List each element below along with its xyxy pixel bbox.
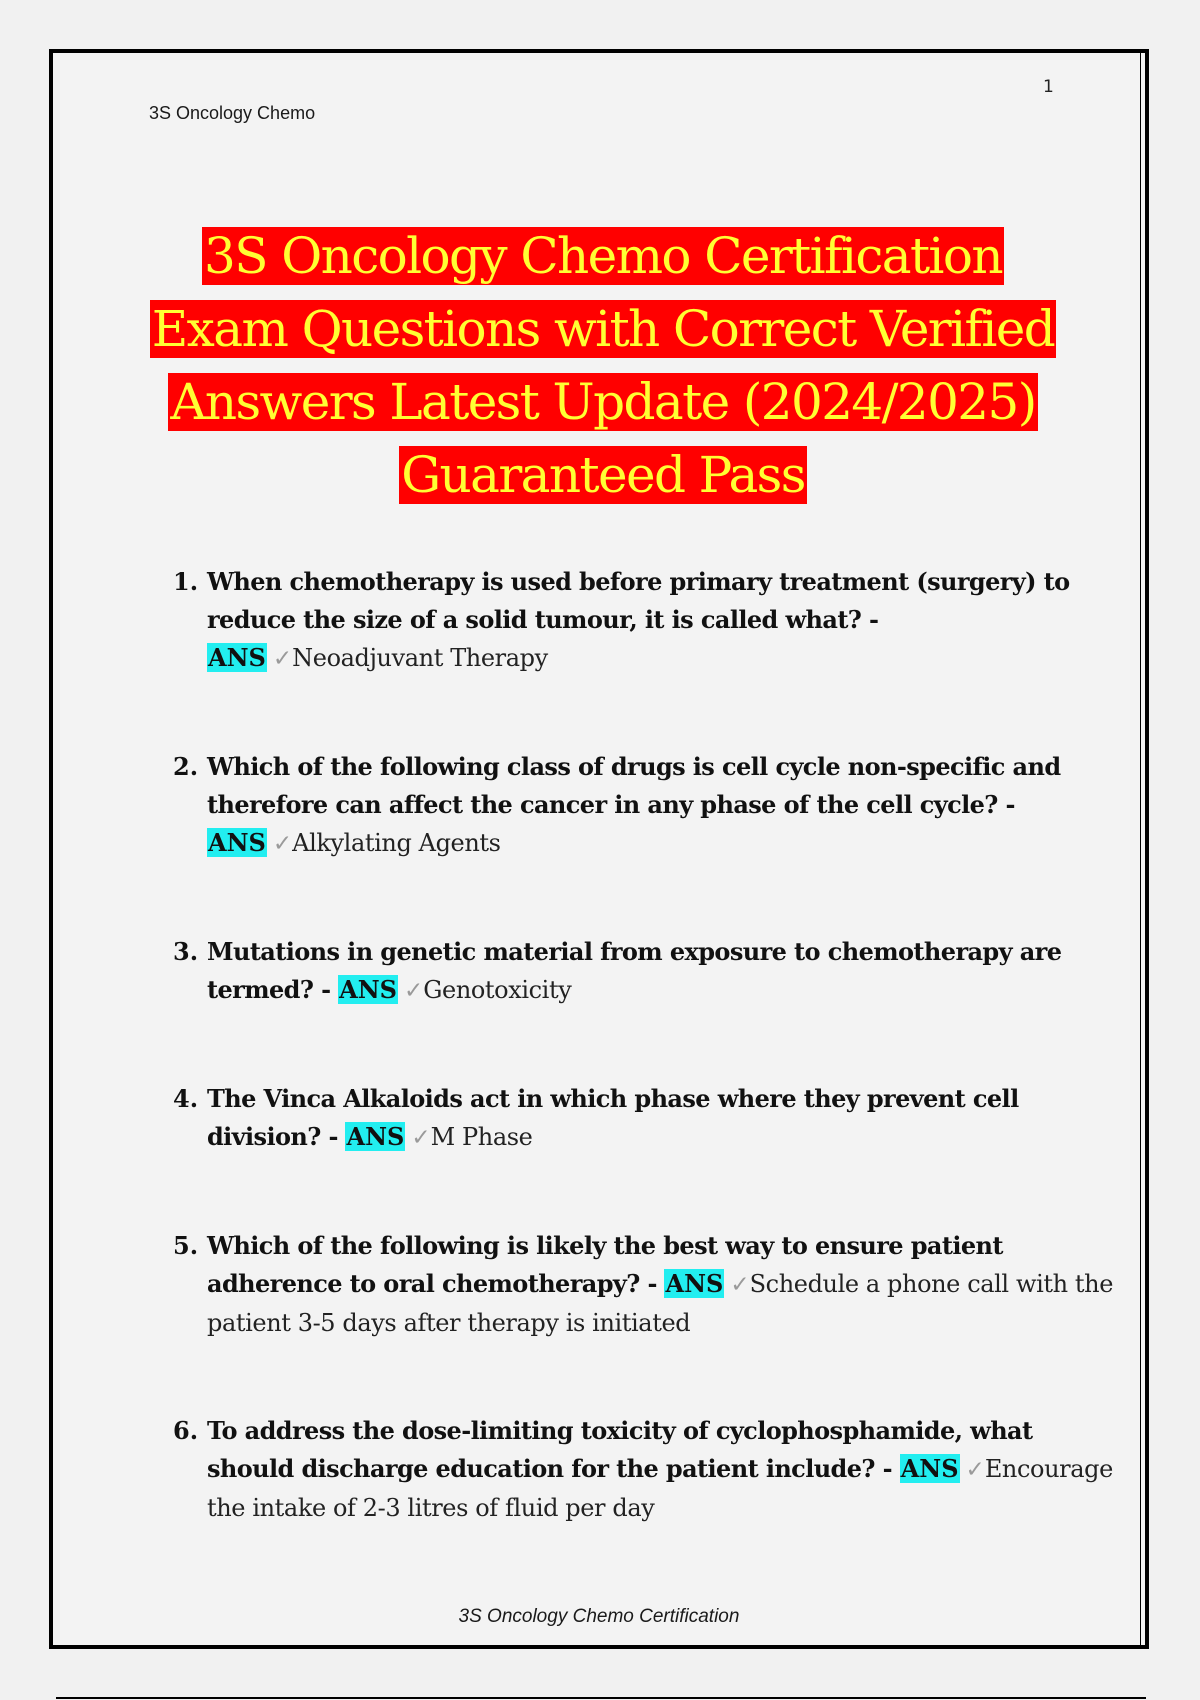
title-line-1 <box>93 220 1113 293</box>
title-line-3-text: Answers Latest Update (2024/2025) <box>170 373 1036 431</box>
ans-label: ANS <box>900 1454 959 1483</box>
question-item <box>173 1227 1113 1342</box>
question-text: Which of the following class of drugs is cell cycle non-specific and therefore can affect the cancer in any phase of the cell cycle? - <box>207 752 1061 819</box>
title-line-2 <box>93 293 1113 366</box>
checkmark-icon: ✓ <box>403 978 424 1004</box>
ans-label: ANS <box>346 1122 405 1151</box>
question-number: 3. <box>173 937 199 966</box>
ans-label: ANS <box>339 975 397 1004</box>
document-title <box>93 220 1113 512</box>
question-item <box>173 1080 1113 1157</box>
checkmark-icon: ✓ <box>730 1272 750 1298</box>
checkmark-icon: ✓ <box>272 831 293 857</box>
question-text: To address the dose-limiting toxicity of cyclophosphamide, what should discharge education for the patient include? - <box>207 1416 1033 1483</box>
ans-label: ANS <box>665 1269 724 1298</box>
question-item <box>173 563 1113 678</box>
running-header: 3S Oncology Chemo <box>149 103 316 123</box>
title-line-1-text: 3S Oncology Chemo Certification <box>204 227 1002 285</box>
running-footer: 3S Oncology Chemo Certification <box>458 1606 740 1627</box>
answer-text: M Phase <box>430 1123 533 1151</box>
title-line-2-text: Exam Questions with Correct Verified <box>151 300 1055 358</box>
page-number: 1 <box>1043 77 1054 97</box>
question-number: 5. <box>173 1231 199 1260</box>
checkmark-icon: ✓ <box>411 1125 431 1151</box>
question-text: When chemotherapy is used before primary treatment (surgery) to reduce the size of a solid tumour, it is called what? - <box>207 567 1070 634</box>
question-number: 1. <box>173 567 199 596</box>
next-page-edge <box>56 1697 1146 1699</box>
title-line-4 <box>93 439 1113 512</box>
question-item <box>173 1412 1113 1527</box>
title-line-4-text: Guaranteed Pass <box>401 446 805 504</box>
question-list <box>173 563 1113 1527</box>
answer-text: Schedule a phone call with the patient 3-5 days after therapy is initiated <box>207 1270 1113 1337</box>
question-number: 2. <box>173 752 199 781</box>
title-line-3 <box>93 366 1113 439</box>
question-item <box>173 933 1113 1010</box>
answer-text: Alkylating Agents <box>292 829 501 857</box>
checkmark-icon: ✓ <box>272 646 293 672</box>
ans-label: ANS <box>208 828 266 857</box>
answer-text: Encourage the intake of 2-3 litres of fluid per day <box>207 1455 1113 1522</box>
question-number: 6. <box>173 1416 199 1445</box>
question-item <box>173 748 1113 863</box>
ans-label: ANS <box>208 643 266 672</box>
answer-text: Genotoxicity <box>423 976 572 1004</box>
question-text: The Vinca Alkaloids act in which phase where they prevent cell division? - <box>207 1084 1019 1151</box>
question-number: 4. <box>173 1084 199 1113</box>
question-text: Mutations in genetic material from exposure to chemotherapy are termed? - <box>207 937 1062 1004</box>
checkmark-icon: ✓ <box>965 1457 985 1483</box>
answer-text: Neoadjuvant Therapy <box>292 644 548 672</box>
question-text: Which of the following is likely the best way to ensure patient adherence to oral chemotherapy? - <box>207 1231 1003 1298</box>
document-page <box>49 49 1149 1649</box>
